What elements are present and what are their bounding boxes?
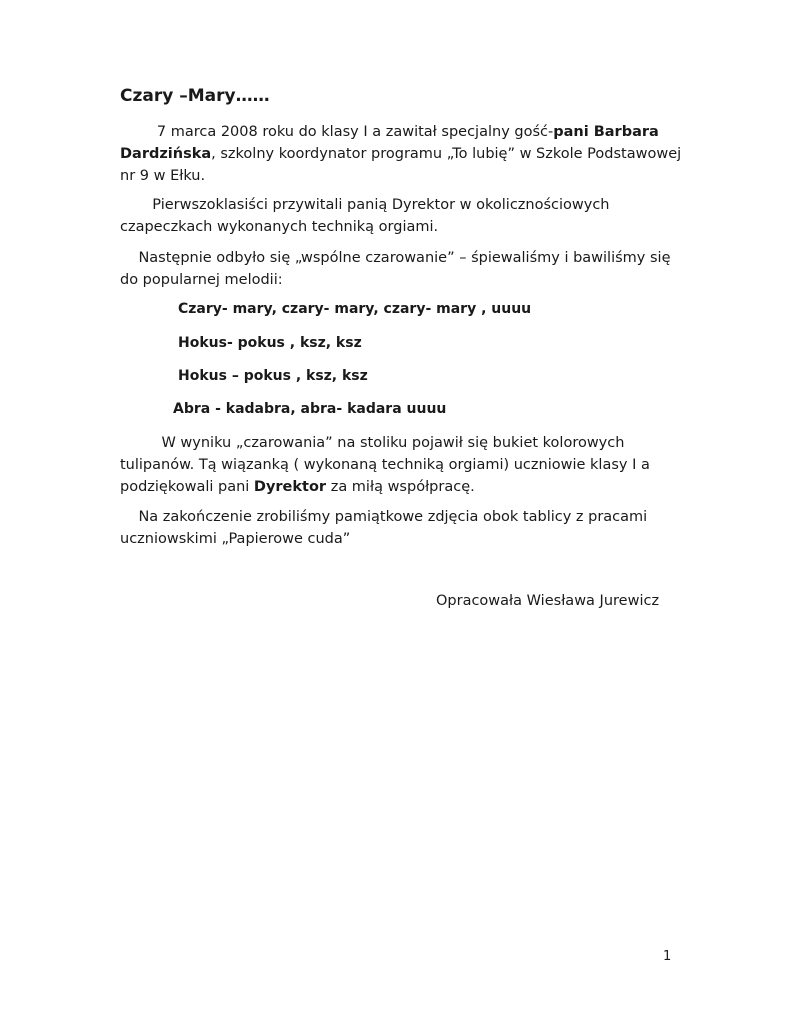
paragraph-photos-line-1 <box>120 506 680 528</box>
paragraph-singing-line-2: do popularnej melodii: <box>120 272 283 288</box>
guest-name-part-2: Dardzińska <box>120 146 212 162</box>
paragraph-tulips-line-3 <box>120 476 680 498</box>
text-segment: Na zakończenie zrobiliśmy pamiątkowe zdjęcia obok tablicy z pracami <box>138 509 648 525</box>
text-segment: W wyniku „czarowania” na stoliku pojawił się bukiet kolorowych <box>161 435 625 451</box>
paragraph-visit-line-1 <box>120 121 680 143</box>
paragraph-greeting <box>120 194 680 238</box>
song-line-3: Hokus – pokus , ksz, ksz <box>178 368 368 384</box>
page-number: 1 <box>663 949 672 964</box>
text-segment: 7 marca 2008 roku do klasy I a zawitał specjalny gość- <box>156 124 554 140</box>
paragraph-photos-line-2: uczniowskimi „Papierowe cuda” <box>120 531 351 547</box>
paragraph-tulips <box>120 432 680 498</box>
paragraph-greeting-line-1 <box>120 194 680 216</box>
guest-name-part-1: pani Barbara <box>553 124 659 140</box>
paragraph-visit <box>120 121 680 187</box>
text-segment: za miłą współpracę. <box>326 479 475 495</box>
text-segment: Następnie odbyło się „wspólne czarowanie” – śpiewaliśmy i bawiliśmy się <box>138 250 671 266</box>
paragraph-singing <box>120 247 680 291</box>
text-segment: Pierwszoklasiści przywitali panią Dyrektor w okolicznościowych <box>152 197 610 213</box>
document-title: Czary –Mary…… <box>120 86 270 106</box>
author-signature: Opracowała Wiesława Jurewicz <box>436 593 660 609</box>
paragraph-singing-line-1 <box>120 247 680 269</box>
song-line-1: Czary- mary, czary- mary, czary- mary , uuuu <box>178 301 532 317</box>
text-segment: , szkolny koordynator programu „To lubię” w Szkole Podstawowej <box>211 146 682 162</box>
paragraph-visit-line-3: nr 9 w Ełku. <box>120 168 206 184</box>
paragraph-photos <box>120 506 680 550</box>
director-emphasis: Dyrektor <box>253 479 327 495</box>
paragraph-visit-line-2 <box>120 143 680 165</box>
paragraph-tulips-line-2: tulipanów. Tą wiązanką ( wykonaną techniką orgiami) uczniowie klasy I a <box>120 457 650 473</box>
paragraph-greeting-line-2: czapeczkach wykonanych techniką orgiami. <box>120 219 439 235</box>
paragraph-tulips-line-1 <box>120 432 680 454</box>
song-line-4: Abra - kadabra, abra- kadara uuuu <box>173 401 447 417</box>
song-line-2: Hokus- pokus , ksz, ksz <box>178 335 362 351</box>
text-segment: podziękowali pani <box>120 479 254 495</box>
